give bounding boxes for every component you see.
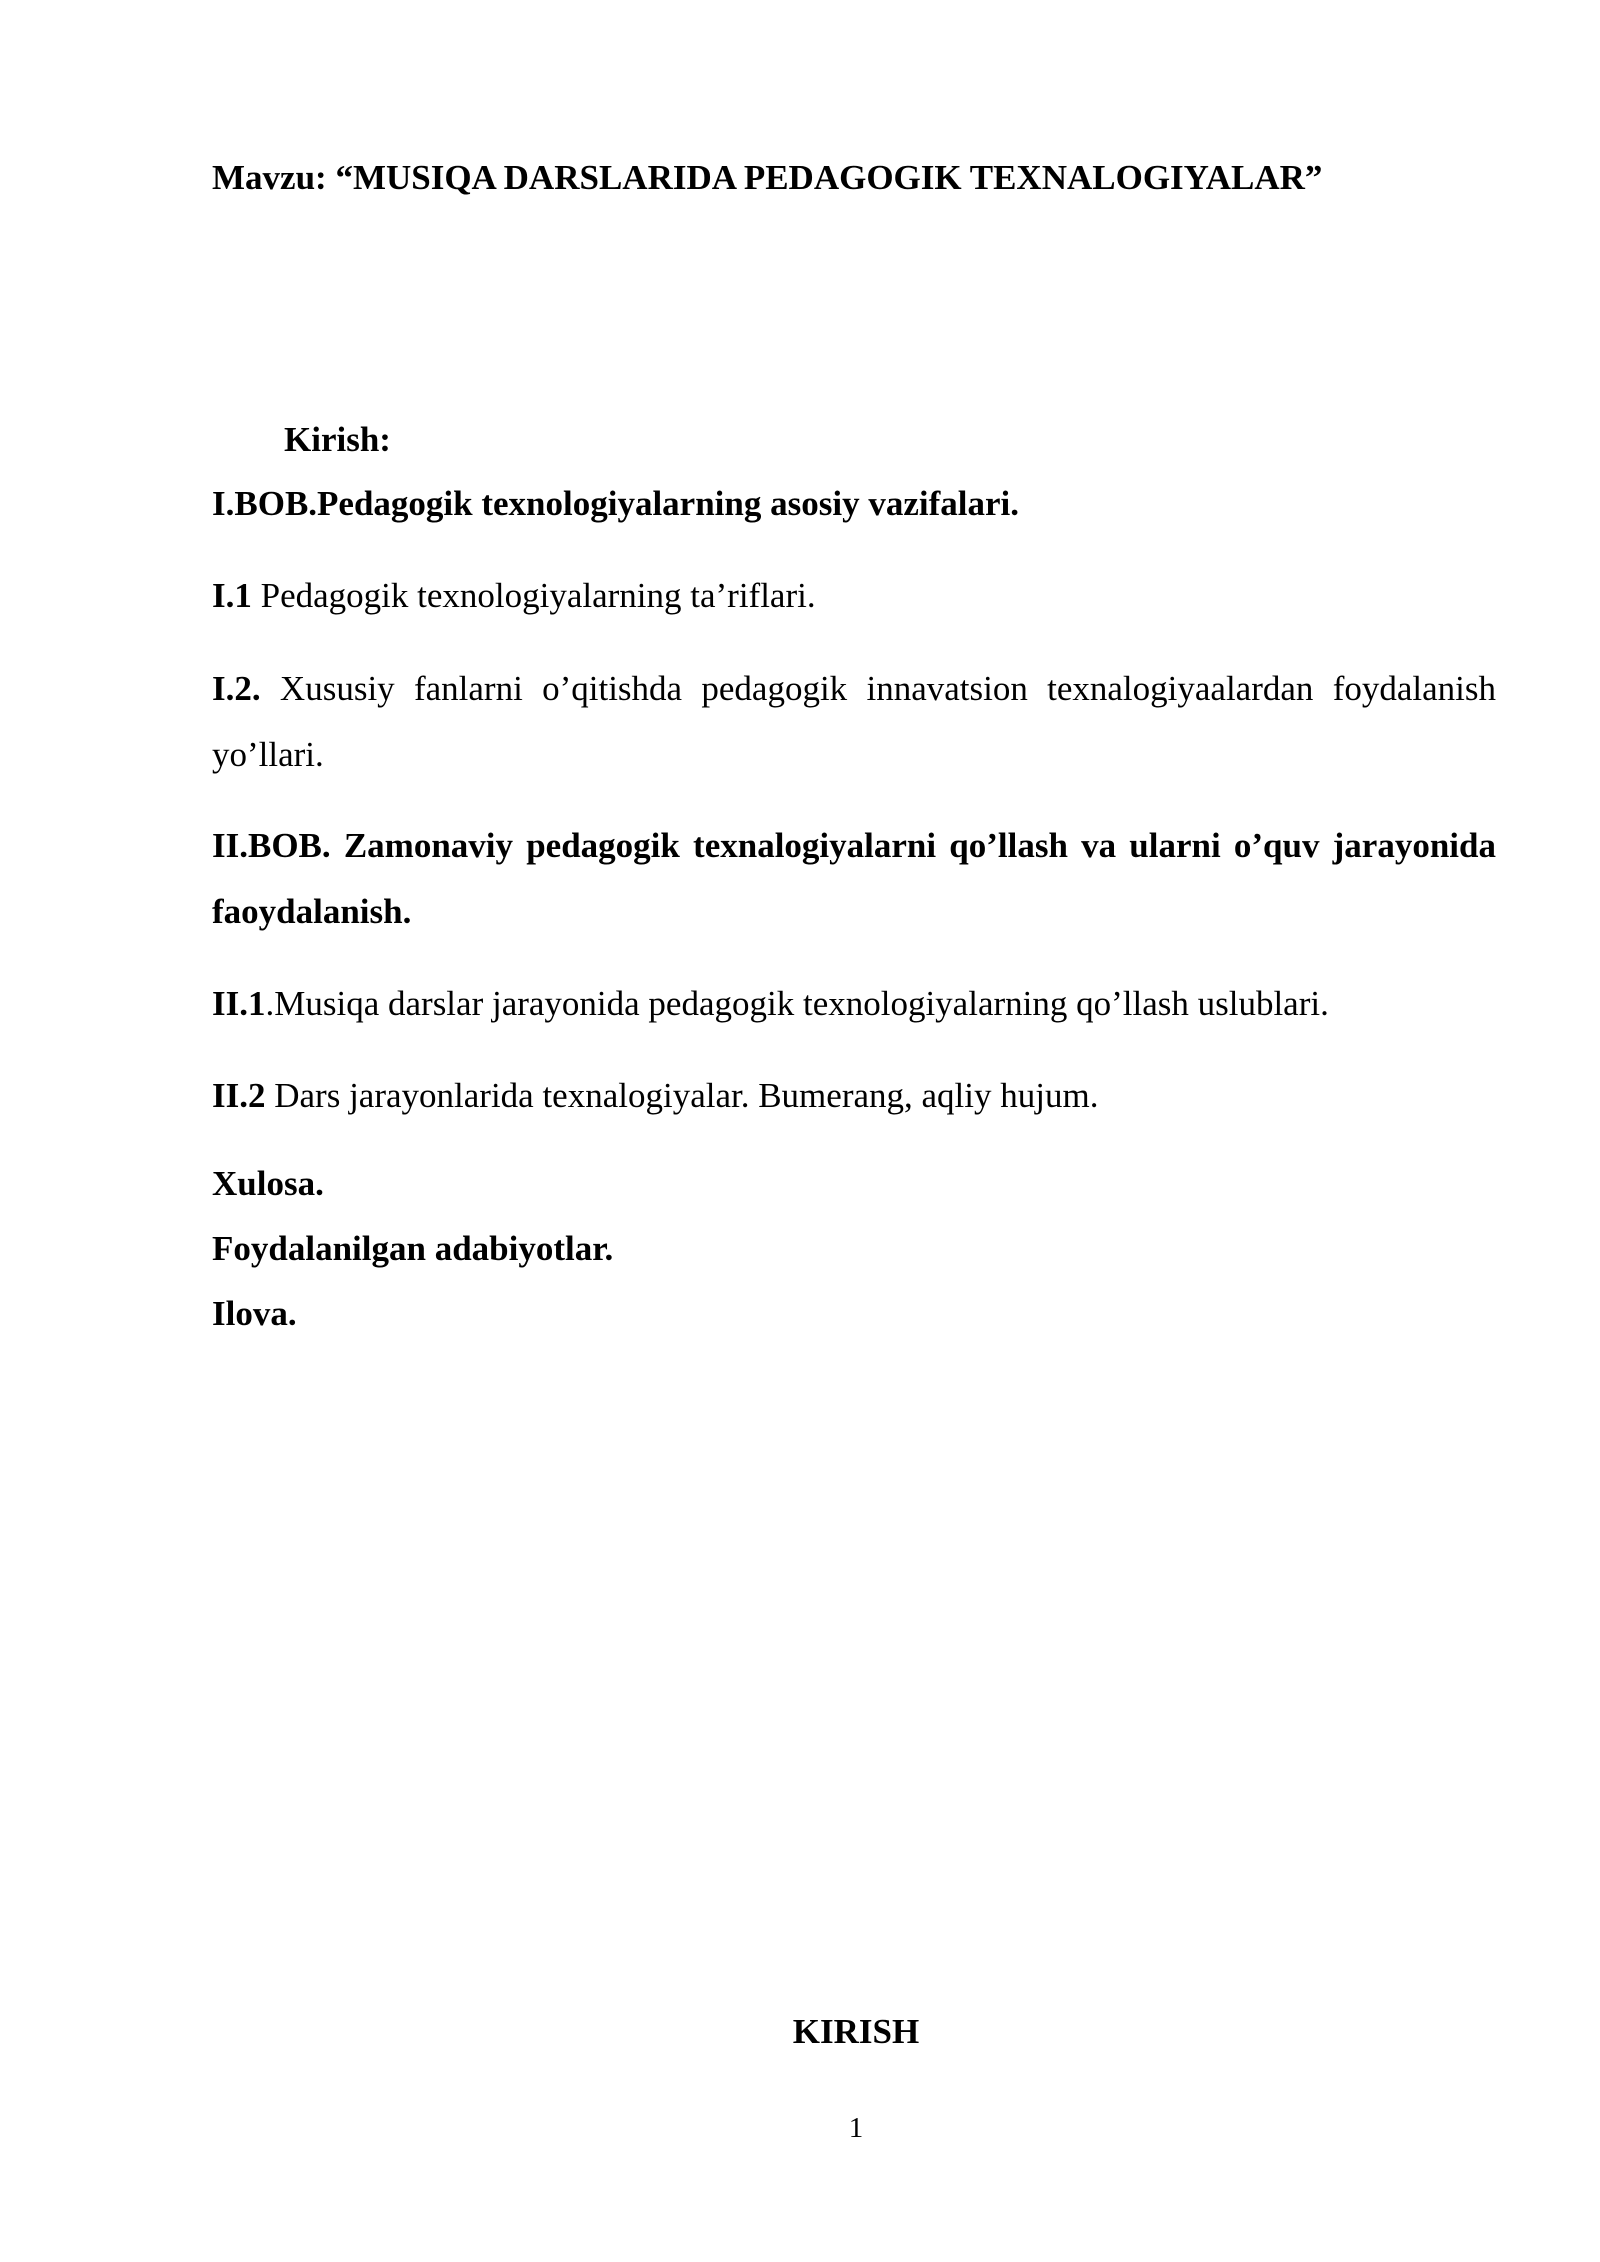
toc-section-2-2-text: Dars jarayonlarida texnalogiyalar. Bumerang, aqliy hujum. xyxy=(265,1076,1099,1115)
toc-section-2-2 xyxy=(212,1074,1098,1118)
toc-adabiyotlar: Foydalanilgan adabiyotlar. xyxy=(212,1229,614,1268)
toc-chapter-2: II.BOB. Zamonaviy pedagogik texnalogiyalarni qo’llash va ularni o’quv jarayonida faoydalanish. xyxy=(212,826,1496,931)
toc-section-2-2-number: II.2 xyxy=(212,1076,266,1115)
toc-section-2-1-number: II.1 xyxy=(212,984,266,1023)
toc-section-2-1 xyxy=(212,982,1329,1026)
toc-ilova: Ilova. xyxy=(212,1294,297,1333)
toc-section-1-2-number: I.2. xyxy=(212,669,261,708)
toc-section-1-1-number: I.1 xyxy=(212,576,252,615)
toc-section-1-2-text: Xususiy fanlarni o’qitishda pedagogik innavatsion texnalogiyaalardan foydalanish yo’llari. xyxy=(212,669,1496,774)
document-title: Mavzu: “MUSIQA DARSLARIDA PEDAGOGIK TEXNALOGIYALAR” xyxy=(212,158,1323,197)
toc-section-2-1-text: .Musiqa darslar jarayonida pedagogik texnologiyalarning qo’llash uslublari. xyxy=(265,984,1329,1023)
toc-kirish: Kirish: xyxy=(284,420,391,459)
toc-section-1-1-text: Pedagogik texnologiyalarning ta’riflari. xyxy=(251,576,816,615)
toc-section-1-2 xyxy=(212,656,1496,788)
toc-section-1-1 xyxy=(212,574,816,618)
toc-chapter-1: I.BOB.Pedagogik texnologiyalarning asosiy vazifalari. xyxy=(212,484,1019,523)
page-number: 1 xyxy=(848,2112,864,2144)
toc-xulosa: Xulosa. xyxy=(212,1164,324,1203)
section-heading-kirish: KIRISH xyxy=(792,2012,920,2051)
